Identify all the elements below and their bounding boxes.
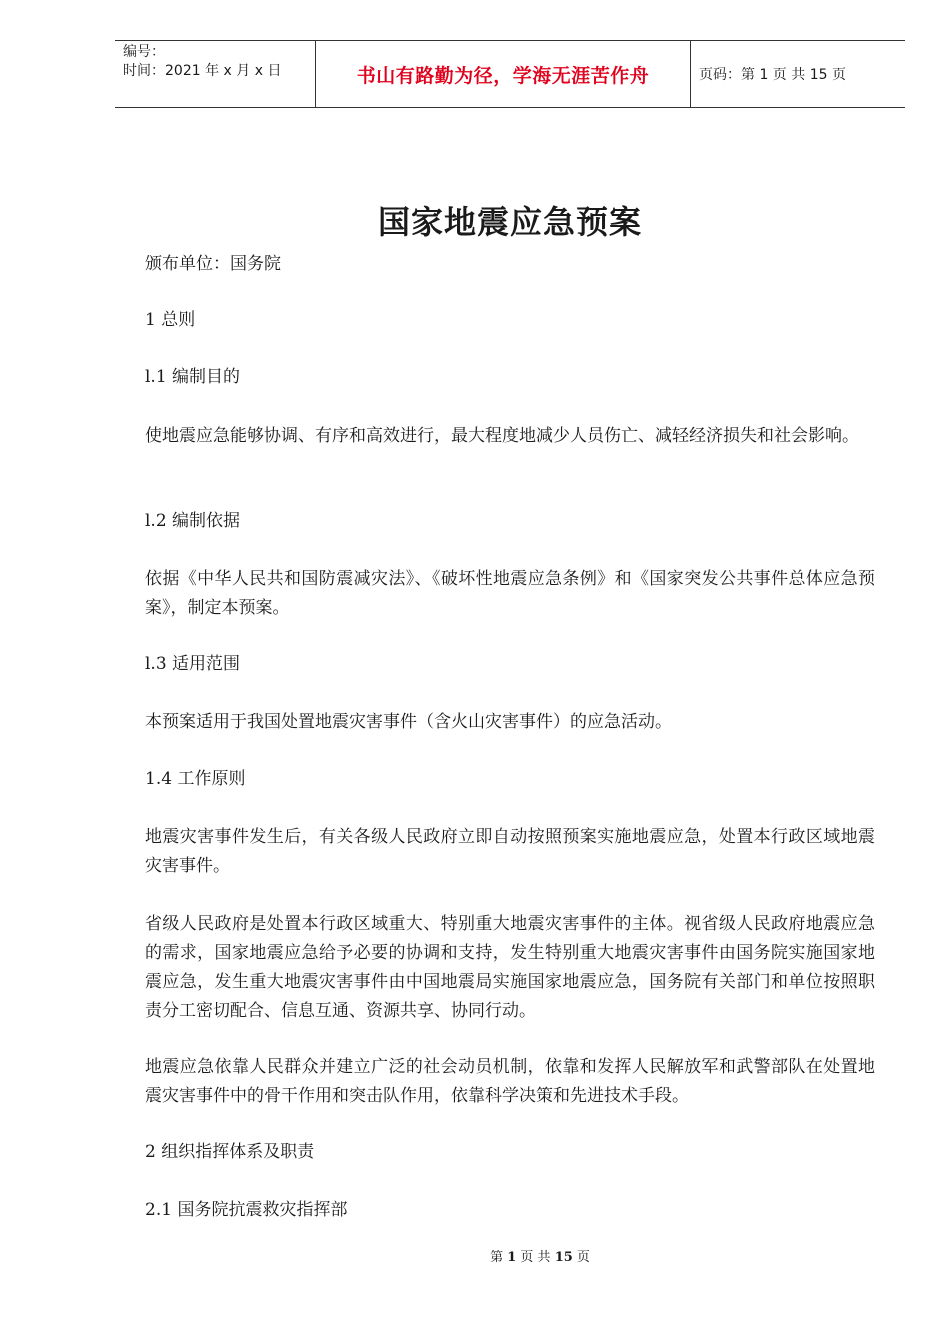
header-date-label: 时间：2021 年 x 月 x 日 <box>123 63 282 79</box>
footer-mid: 页 共 <box>520 1250 551 1265</box>
issuer-line: 颁布单位：国务院 <box>145 254 281 274</box>
subsection-heading-1-2: l.2 编制依据 <box>145 511 241 531</box>
paragraph-basis: 依据《中华人民共和国防震减灾法》、《破坏性地震应急条例》和《国家突发公共事件总体应急预案》，制定本预案。 <box>145 569 875 618</box>
footer-pre: 第 <box>490 1250 504 1265</box>
header-meta <box>115 41 315 107</box>
subsection-heading-1-4: 1.4 工作原则 <box>145 769 246 789</box>
paragraph-principle-2: 省级人民政府是处置本行政区域重大、特别重大地震灾害事件的主体。视省级人民政府地震应急的需求，国家地震应急给予必要的协调和支持，发生特别重大地震灾害事件由国务院实施国家地震应急，发生重大地震灾害事件由中国地震局实施国家地震应急，国务院有关部门和单位按照职责分工密切配合、信息互通、资源共享、协同行动。 <box>145 914 875 1021</box>
header-page-info: 页码：第 1 页 共 15 页 <box>699 67 846 83</box>
paragraph-principle-1: 地震灾害事件发生后，有关各级人民政府立即自动按照预案实施地震应急，处置本行政区域地震灾害事件。 <box>145 827 875 876</box>
footer-total-pages: 15 <box>554 1250 573 1265</box>
subsection-heading-1-3: l.3 适用范围 <box>145 654 241 674</box>
document-header <box>115 40 905 108</box>
footer-page-number: 1 <box>507 1250 517 1265</box>
section-heading-1: 1 总则 <box>145 310 196 330</box>
footer-post: 页 <box>576 1250 590 1265</box>
paragraph-scope: 本预案适用于我国处置地震灾害事件（含火山灾害事件）的应急活动。 <box>145 712 672 732</box>
subsection-heading-2-1: 2.1 国务院抗震救灾指挥部 <box>145 1200 348 1220</box>
paragraph-purpose: 使地震应急能够协调、有序和高效进行，最大程度地减少人员伤亡、减轻经济损失和社会影响。 <box>145 426 859 446</box>
paragraph-principle-3: 地震应急依靠人民群众并建立广泛的社会动员机制，依靠和发挥人民解放军和武警部队在处置地震灾害事件中的骨干作用和突击队作用，依靠科学决策和先进技术手段。 <box>145 1057 875 1106</box>
header-number-label: 编号： <box>123 44 165 60</box>
document-title: 国家地震应急预案 <box>377 203 642 241</box>
header-motto: 书山有路勤为径，学海无涯苦作舟 <box>315 41 691 107</box>
page-footer <box>0 1246 950 1265</box>
section-heading-2: 2 组织指挥体系及职责 <box>145 1142 315 1162</box>
subsection-heading-1-1: l.1 编制目的 <box>145 367 241 387</box>
